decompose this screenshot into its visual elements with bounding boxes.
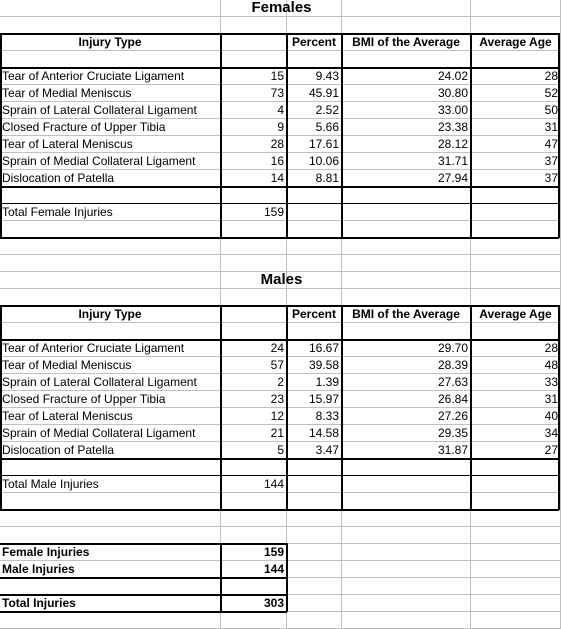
cell[interactable]: 2.52 bbox=[287, 102, 342, 119]
border-line bbox=[220, 305, 222, 510]
cell[interactable] bbox=[221, 51, 287, 68]
cell[interactable]: Tear of Medial Meniscus bbox=[0, 357, 221, 374]
cell[interactable] bbox=[0, 238, 221, 255]
cell[interactable]: 47 bbox=[471, 136, 561, 153]
cell[interactable] bbox=[0, 187, 221, 204]
cell[interactable] bbox=[342, 544, 471, 561]
cell[interactable] bbox=[287, 510, 342, 527]
border-line bbox=[286, 305, 288, 510]
cell[interactable]: 73 bbox=[221, 85, 287, 102]
cell[interactable]: 27.63 bbox=[342, 374, 471, 391]
cell[interactable] bbox=[471, 221, 561, 238]
sheet-row bbox=[0, 459, 561, 476]
cell[interactable]: Total Female Injuries bbox=[0, 204, 221, 221]
cell[interactable] bbox=[0, 612, 221, 629]
cell[interactable] bbox=[0, 0, 221, 17]
cell[interactable]: 31 bbox=[471, 391, 561, 408]
cell[interactable]: 3.47 bbox=[287, 442, 342, 459]
females-table-row bbox=[0, 85, 561, 102]
sheet-row bbox=[0, 255, 561, 272]
cell[interactable]: 29.35 bbox=[342, 425, 471, 442]
cell[interactable]: Sprain of Lateral Collateral Ligament bbox=[0, 102, 221, 119]
females-title: Females bbox=[251, 0, 312, 16]
sheet-row bbox=[0, 493, 561, 510]
cell[interactable] bbox=[342, 578, 471, 595]
cell[interactable]: 303 bbox=[221, 595, 287, 612]
cell[interactable] bbox=[0, 323, 221, 340]
males-table-row bbox=[0, 408, 561, 425]
cell[interactable] bbox=[342, 612, 471, 629]
cell[interactable]: 9.43 bbox=[287, 68, 342, 85]
cell[interactable]: 14.58 bbox=[287, 425, 342, 442]
females-table-row bbox=[0, 119, 561, 136]
cell[interactable]: 15 bbox=[221, 68, 287, 85]
males-table-row bbox=[0, 442, 561, 459]
border-line bbox=[220, 543, 222, 612]
males-table-row bbox=[0, 425, 561, 442]
cell[interactable] bbox=[287, 221, 342, 238]
summary-male-row bbox=[0, 561, 561, 578]
cell[interactable] bbox=[287, 51, 342, 68]
females-table-row bbox=[0, 102, 561, 119]
cell[interactable]: 52 bbox=[471, 85, 561, 102]
cell[interactable]: Average Age bbox=[471, 306, 561, 323]
sheet-row bbox=[0, 578, 561, 595]
cell[interactable]: 23.38 bbox=[342, 119, 471, 136]
cell[interactable]: 2 bbox=[221, 374, 287, 391]
males-total-row bbox=[0, 476, 561, 493]
cell[interactable] bbox=[471, 476, 561, 493]
border-line bbox=[558, 33, 560, 238]
males-table-row bbox=[0, 391, 561, 408]
cell[interactable]: 16 bbox=[221, 153, 287, 170]
cell[interactable] bbox=[342, 510, 471, 527]
sheet-row bbox=[0, 272, 561, 289]
sheet-row bbox=[0, 221, 561, 238]
cell[interactable] bbox=[221, 238, 287, 255]
cell[interactable]: 14 bbox=[221, 170, 287, 187]
border-line bbox=[0, 594, 287, 596]
females-table-row bbox=[0, 170, 561, 187]
cell[interactable] bbox=[471, 17, 561, 34]
summary-total-row bbox=[0, 595, 561, 612]
cell[interactable]: Average Age bbox=[471, 34, 561, 51]
cell[interactable]: Sprain of Medial Collateral Ligament bbox=[0, 153, 221, 170]
cell[interactable] bbox=[287, 323, 342, 340]
cell[interactable] bbox=[287, 17, 342, 34]
border-line bbox=[0, 339, 559, 341]
cell[interactable]: 40 bbox=[471, 408, 561, 425]
cell[interactable] bbox=[287, 544, 342, 561]
cell[interactable] bbox=[342, 187, 471, 204]
cell[interactable]: Dislocation of Patella bbox=[0, 442, 221, 459]
males-table-row bbox=[0, 340, 561, 357]
cell[interactable]: 15.97 bbox=[287, 391, 342, 408]
border-line bbox=[0, 67, 559, 69]
cell[interactable] bbox=[471, 51, 561, 68]
cell[interactable] bbox=[287, 459, 342, 476]
cell[interactable]: 27.26 bbox=[342, 408, 471, 425]
cell[interactable]: 1.39 bbox=[287, 374, 342, 391]
border-line bbox=[286, 33, 288, 238]
border-line bbox=[0, 237, 559, 239]
males-title: Males bbox=[260, 271, 303, 288]
cell[interactable]: 57 bbox=[221, 357, 287, 374]
cell[interactable] bbox=[0, 510, 221, 527]
cell[interactable] bbox=[221, 459, 287, 476]
cell[interactable] bbox=[471, 493, 561, 510]
cell[interactable] bbox=[471, 0, 561, 17]
cell[interactable] bbox=[471, 459, 561, 476]
cell[interactable] bbox=[342, 476, 471, 493]
cell[interactable]: 8.33 bbox=[287, 408, 342, 425]
cell[interactable]: 24 bbox=[221, 340, 287, 357]
cell[interactable]: 4 bbox=[221, 102, 287, 119]
cell[interactable]: Injury Type bbox=[0, 306, 221, 323]
cell[interactable]: 28.39 bbox=[342, 357, 471, 374]
cell[interactable] bbox=[342, 0, 471, 17]
cell[interactable] bbox=[342, 272, 471, 289]
summary-female-row bbox=[0, 544, 561, 561]
cell[interactable] bbox=[287, 476, 342, 493]
cell[interactable] bbox=[342, 493, 471, 510]
cell[interactable]: 37 bbox=[471, 170, 561, 187]
cell[interactable]: 24.02 bbox=[342, 68, 471, 85]
cell[interactable]: 27.94 bbox=[342, 170, 471, 187]
sheet-row bbox=[0, 289, 561, 306]
cell[interactable] bbox=[471, 561, 561, 578]
cell[interactable]: Total Male Injuries bbox=[0, 476, 221, 493]
sheet-row bbox=[0, 187, 561, 204]
cell[interactable]: 31 bbox=[471, 119, 561, 136]
cell[interactable] bbox=[342, 595, 471, 612]
females-total-row bbox=[0, 204, 561, 221]
cell[interactable]: 33 bbox=[471, 374, 561, 391]
cell[interactable] bbox=[342, 238, 471, 255]
cell[interactable] bbox=[221, 221, 287, 238]
cell[interactable] bbox=[0, 272, 221, 289]
cell[interactable]: Sprain of Lateral Collateral Ligament bbox=[0, 374, 221, 391]
cell[interactable] bbox=[342, 527, 471, 544]
border-line bbox=[470, 33, 472, 238]
cell[interactable] bbox=[471, 544, 561, 561]
cell[interactable]: Dislocation of Patella bbox=[0, 170, 221, 187]
border-line bbox=[0, 186, 559, 188]
cell[interactable] bbox=[221, 17, 287, 34]
cell[interactable] bbox=[0, 459, 221, 476]
cell[interactable]: 159 bbox=[221, 204, 287, 221]
males-header-row bbox=[0, 306, 561, 323]
cell[interactable]: 28 bbox=[471, 340, 561, 357]
cell[interactable]: Male Injuries bbox=[0, 561, 221, 578]
cell[interactable] bbox=[0, 578, 221, 595]
cell[interactable] bbox=[221, 34, 287, 51]
cell[interactable]: 9 bbox=[221, 119, 287, 136]
cell[interactable] bbox=[342, 51, 471, 68]
cell[interactable] bbox=[342, 561, 471, 578]
cell[interactable]: 8.81 bbox=[287, 170, 342, 187]
cell[interactable]: 21 bbox=[221, 425, 287, 442]
cell[interactable]: 28.12 bbox=[342, 136, 471, 153]
border-line bbox=[0, 543, 287, 545]
cell[interactable]: Sprain of Medial Collateral Ligament bbox=[0, 425, 221, 442]
cell[interactable] bbox=[342, 255, 471, 272]
cell[interactable] bbox=[287, 578, 342, 595]
cell[interactable] bbox=[471, 595, 561, 612]
cell[interactable]: Percent bbox=[287, 34, 342, 51]
cell[interactable]: 23 bbox=[221, 391, 287, 408]
border-line bbox=[0, 33, 2, 238]
cell[interactable]: 30.80 bbox=[342, 85, 471, 102]
males-table-row bbox=[0, 374, 561, 391]
cell[interactable] bbox=[221, 493, 287, 510]
border-line bbox=[0, 458, 559, 460]
border-line bbox=[341, 33, 343, 238]
cell[interactable] bbox=[287, 238, 342, 255]
cell[interactable] bbox=[342, 459, 471, 476]
cell[interactable] bbox=[221, 510, 287, 527]
border-line bbox=[0, 475, 559, 476]
cell[interactable]: 48 bbox=[471, 357, 561, 374]
sheet-row bbox=[0, 510, 561, 527]
females-table-row bbox=[0, 68, 561, 85]
cell[interactable] bbox=[342, 221, 471, 238]
cell[interactable] bbox=[342, 17, 471, 34]
border-line bbox=[0, 305, 2, 510]
cell[interactable] bbox=[0, 493, 221, 510]
cell[interactable]: Tear of Anterior Cruciate Ligament bbox=[0, 340, 221, 357]
cell[interactable]: 5 bbox=[221, 442, 287, 459]
cell[interactable] bbox=[221, 578, 287, 595]
border-line bbox=[286, 543, 288, 612]
cell[interactable] bbox=[0, 221, 221, 238]
sheet-row bbox=[0, 527, 561, 544]
cell[interactable] bbox=[0, 51, 221, 68]
cell[interactable] bbox=[287, 493, 342, 510]
cell[interactable] bbox=[0, 527, 221, 544]
cell[interactable]: Injury Type bbox=[0, 34, 221, 51]
cell[interactable] bbox=[342, 204, 471, 221]
border-line bbox=[0, 203, 559, 204]
cell[interactable] bbox=[342, 289, 471, 306]
border-line bbox=[0, 611, 287, 613]
border-line bbox=[0, 33, 559, 35]
cell[interactable]: Percent bbox=[287, 306, 342, 323]
cell[interactable]: Tear of Medial Meniscus bbox=[0, 85, 221, 102]
border-line bbox=[0, 305, 559, 307]
cell[interactable] bbox=[471, 578, 561, 595]
cell[interactable]: 28 bbox=[471, 68, 561, 85]
border-line bbox=[558, 305, 560, 510]
males-table-row bbox=[0, 357, 561, 374]
cell[interactable]: 144 bbox=[221, 561, 287, 578]
border-line bbox=[341, 305, 343, 510]
cell[interactable] bbox=[221, 289, 287, 306]
cell[interactable]: 37 bbox=[471, 153, 561, 170]
cell[interactable] bbox=[471, 272, 561, 289]
cell[interactable]: 16.67 bbox=[287, 340, 342, 357]
cell[interactable] bbox=[471, 238, 561, 255]
sheet-row bbox=[0, 238, 561, 255]
border-line bbox=[220, 33, 222, 238]
cell[interactable] bbox=[221, 527, 287, 544]
sheet-row bbox=[0, 612, 561, 629]
cell[interactable] bbox=[471, 289, 561, 306]
cell[interactable]: 33.00 bbox=[342, 102, 471, 119]
cell[interactable]: Tear of Anterior Cruciate Ligament bbox=[0, 68, 221, 85]
sheet-row bbox=[0, 323, 561, 340]
cell[interactable]: 31.87 bbox=[342, 442, 471, 459]
cell[interactable] bbox=[0, 17, 221, 34]
cell[interactable] bbox=[471, 510, 561, 527]
cell[interactable] bbox=[287, 612, 342, 629]
cell[interactable]: 159 bbox=[221, 544, 287, 561]
cell[interactable]: Tear of Lateral Meniscus bbox=[0, 408, 221, 425]
cell[interactable]: 12 bbox=[221, 408, 287, 425]
females-table-row bbox=[0, 153, 561, 170]
cell[interactable]: 34 bbox=[471, 425, 561, 442]
cell[interactable] bbox=[221, 323, 287, 340]
cell[interactable]: 28 bbox=[221, 136, 287, 153]
cell[interactable]: 5.66 bbox=[287, 119, 342, 136]
cell[interactable]: 39.58 bbox=[287, 357, 342, 374]
cell[interactable]: 144 bbox=[221, 476, 287, 493]
cell[interactable]: 27 bbox=[471, 442, 561, 459]
cell[interactable]: 31.71 bbox=[342, 153, 471, 170]
females-header-row bbox=[0, 34, 561, 51]
cell[interactable] bbox=[0, 289, 221, 306]
cell[interactable] bbox=[342, 323, 471, 340]
cell[interactable] bbox=[287, 187, 342, 204]
cell[interactable]: 10.06 bbox=[287, 153, 342, 170]
cell[interactable] bbox=[471, 187, 561, 204]
cell[interactable]: Female Injuries bbox=[0, 544, 221, 561]
border-line bbox=[0, 509, 559, 511]
cell[interactable]: 26.84 bbox=[342, 391, 471, 408]
cell[interactable]: Closed Fracture of Upper Tibia bbox=[0, 391, 221, 408]
cell[interactable] bbox=[287, 289, 342, 306]
cell[interactable] bbox=[0, 255, 221, 272]
cell[interactable] bbox=[287, 527, 342, 544]
females-table-row bbox=[0, 136, 561, 153]
cell[interactable] bbox=[471, 527, 561, 544]
cell[interactable] bbox=[287, 595, 342, 612]
sheet-row bbox=[0, 17, 561, 34]
border-line bbox=[0, 577, 287, 579]
cell[interactable] bbox=[471, 323, 561, 340]
cell[interactable] bbox=[287, 204, 342, 221]
cell[interactable] bbox=[471, 612, 561, 629]
cell[interactable]: Closed Fracture of Upper Tibia bbox=[0, 119, 221, 136]
sheet-row bbox=[0, 51, 561, 68]
cell[interactable] bbox=[287, 561, 342, 578]
cell[interactable] bbox=[471, 255, 561, 272]
cell[interactable] bbox=[221, 255, 287, 272]
cell[interactable]: BMI of the Average bbox=[342, 34, 471, 51]
cell[interactable]: Total Injuries bbox=[0, 595, 221, 612]
sheet-row bbox=[0, 0, 561, 17]
cell[interactable]: BMI of the Average bbox=[342, 306, 471, 323]
cell[interactable]: Tear of Lateral Meniscus bbox=[0, 136, 221, 153]
border-line bbox=[470, 305, 472, 510]
cell[interactable]: 17.61 bbox=[287, 136, 342, 153]
cell[interactable] bbox=[287, 255, 342, 272]
cell[interactable] bbox=[471, 204, 561, 221]
cell[interactable]: 45.91 bbox=[287, 85, 342, 102]
cell[interactable] bbox=[221, 306, 287, 323]
cell[interactable]: 29.70 bbox=[342, 340, 471, 357]
cell[interactable] bbox=[221, 187, 287, 204]
cell[interactable]: 50 bbox=[471, 102, 561, 119]
cell[interactable] bbox=[221, 612, 287, 629]
